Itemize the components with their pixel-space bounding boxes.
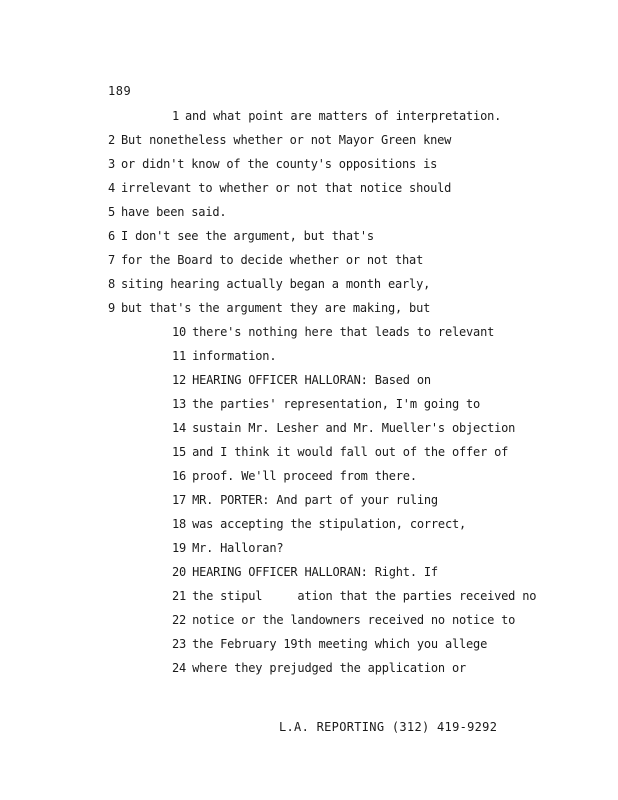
line-number: 12 [172, 373, 187, 387]
line-text: HEARING OFFICER HALLORAN: Based on [192, 373, 431, 387]
line-number: 10 [172, 325, 187, 339]
line-number: 8 [108, 277, 116, 291]
line-number: 20 [172, 565, 187, 579]
transcript-line [172, 636, 487, 652]
line-number: 19 [172, 541, 187, 555]
line-number: 21 [172, 589, 187, 603]
line-text: Mr. Halloran? [192, 541, 284, 555]
transcript-line [172, 612, 515, 628]
line-number: 24 [172, 661, 187, 675]
line-text: for the Board to decide whether or not that [121, 253, 424, 267]
transcript-line [172, 468, 417, 484]
line-text: the parties' representation, I'm going to [192, 397, 481, 411]
transcript-line [172, 348, 276, 364]
line-number: 11 [172, 349, 187, 363]
line-text: have been said. [121, 205, 227, 219]
transcript-line [108, 252, 423, 268]
transcript-line [172, 540, 283, 556]
transcript-line [172, 108, 501, 124]
transcript-line [108, 300, 430, 316]
line-text: irrelevant to whether or not that notice should [121, 181, 452, 195]
line-text: there's nothing here that leads to relevant [192, 325, 495, 339]
line-number: 1 [172, 109, 180, 123]
transcript-line [108, 132, 451, 148]
line-number: 2 [108, 133, 116, 147]
line-number: 7 [108, 253, 116, 267]
line-number: 18 [172, 517, 187, 531]
transcript-line [172, 324, 494, 340]
reporter-footer: L.A. REPORTING (312) 419-9292 [279, 720, 498, 734]
line-number: 9 [108, 301, 116, 315]
line-text: proof. We'll proceed from there. [192, 469, 417, 483]
transcript-line [172, 420, 515, 436]
line-text: HEARING OFFICER HALLORAN: Right. If [192, 565, 438, 579]
line-text: and I think it would fall out of the offer of [192, 445, 509, 459]
line-text: I don't see the argument, but that's [121, 229, 374, 243]
line-text: and what point are matters of interpretation. [185, 109, 502, 123]
transcript-line [108, 276, 430, 292]
transcript-line [108, 204, 226, 220]
line-number: 23 [172, 637, 187, 651]
line-text: But nonetheless whether or not Mayor Green knew [121, 133, 452, 147]
page-number: 189 [108, 84, 132, 98]
line-number: 3 [108, 157, 116, 171]
line-number: 4 [108, 181, 116, 195]
line-text: the stipul ation that the parties received no [192, 589, 537, 603]
transcript-line [108, 180, 451, 196]
line-text: the February 19th meeting which you allege [192, 637, 488, 651]
transcript-line [108, 156, 437, 172]
line-text: or didn't know of the county's oppositions is [121, 157, 438, 171]
transcript-line [172, 444, 508, 460]
line-number: 5 [108, 205, 116, 219]
line-text: where they prejudged the application or [192, 661, 467, 675]
line-number: 6 [108, 229, 116, 243]
line-text: MR. PORTER: And part of your ruling [192, 493, 438, 507]
line-number: 13 [172, 397, 187, 411]
transcript-line [172, 516, 466, 532]
line-text: was accepting the stipulation, correct, [192, 517, 467, 531]
transcript-line [172, 372, 431, 388]
line-number: 17 [172, 493, 187, 507]
line-text: but that's the argument they are making, but [121, 301, 431, 315]
line-number: 16 [172, 469, 187, 483]
transcript-line [108, 228, 374, 244]
transcript-line [172, 588, 536, 604]
line-number: 22 [172, 613, 187, 627]
transcript-line [172, 564, 438, 580]
transcript-line [172, 396, 480, 412]
line-text: siting hearing actually began a month early, [121, 277, 431, 291]
line-number: 14 [172, 421, 187, 435]
line-text: sustain Mr. Lesher and Mr. Mueller's objection [192, 421, 516, 435]
line-text: information. [192, 349, 277, 363]
line-number: 15 [172, 445, 187, 459]
line-text: notice or the landowners received no notice to [192, 613, 516, 627]
transcript-line [172, 660, 466, 676]
transcript-line [172, 492, 438, 508]
